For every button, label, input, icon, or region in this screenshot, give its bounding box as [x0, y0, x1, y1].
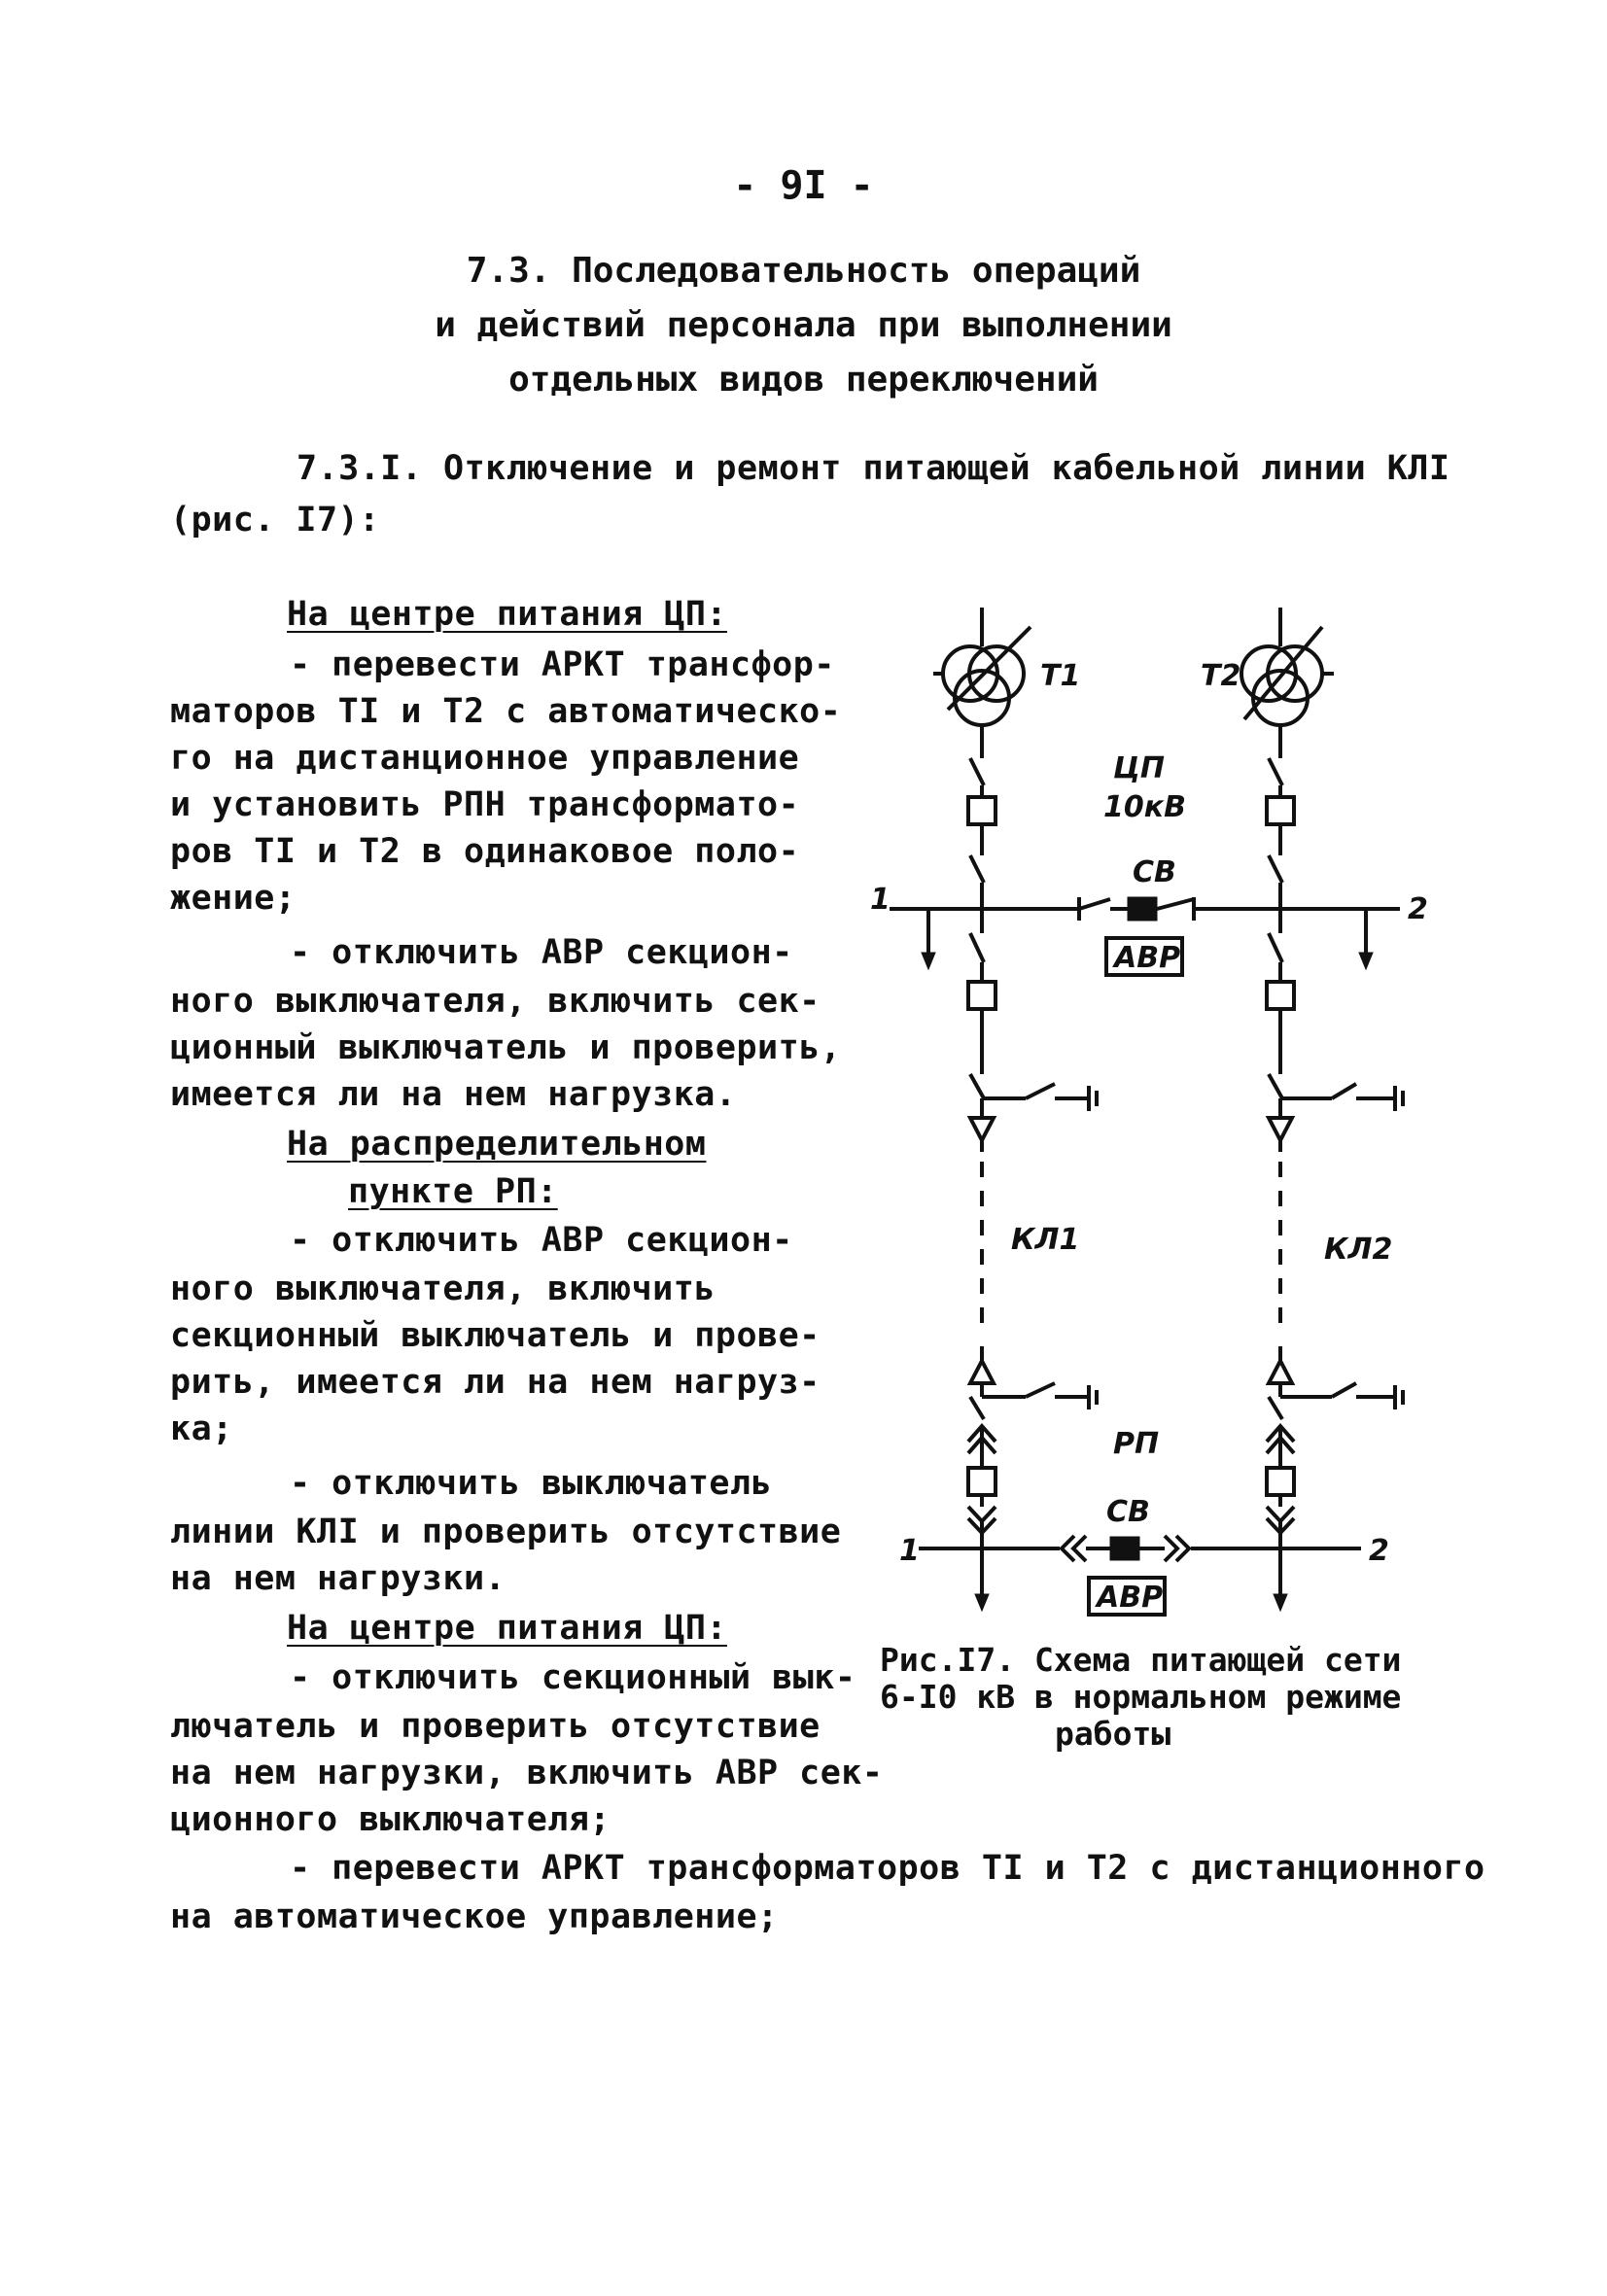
- section-heading-line-2: и действий персонала при выполнении: [435, 305, 1172, 345]
- label-sv-top: СВ: [1133, 855, 1176, 889]
- label-cp: ЦП: [1113, 751, 1165, 785]
- text-line: ного выключателя, включить: [170, 1270, 716, 1308]
- label-rp: РП: [1113, 1427, 1160, 1461]
- left-feeder-lower: [968, 909, 1097, 1152]
- figure-caption-line-2: 6-I0 кВ в нормальном режиме: [880, 1678, 1402, 1716]
- text-line: рить, имеется ли на нем нагруз-: [170, 1363, 821, 1402]
- text-line: маторов TI и T2 с автоматическо-: [170, 692, 842, 731]
- text-line: ционный выключатель и проверить,: [170, 1028, 842, 1067]
- subsection-title: 7.3.I. Отключение и ремонт питающей кабельной линии КЛI: [297, 449, 1450, 488]
- label-bus-right-top: 2: [1408, 892, 1428, 926]
- text-line: ного выключателя, включить сек-: [170, 982, 821, 1021]
- cp-heading-1: На центре питания ЦП:: [287, 595, 728, 634]
- rp-left-feeder: [968, 1346, 1097, 1611]
- subsection-title-ref: (рис. I7):: [170, 501, 380, 539]
- text-line: ка;: [170, 1409, 233, 1448]
- label-bus-left-bottom: 1: [899, 1534, 920, 1568]
- text-line: ционного выключателя;: [170, 1800, 611, 1839]
- label-avr-top: АВР: [1114, 941, 1181, 975]
- text-line: жение;: [170, 879, 297, 918]
- label-t1: T1: [1040, 659, 1081, 693]
- text-line: на нем нагрузки, включить АВР сек-: [170, 1754, 884, 1792]
- figure-caption-line-1: Рис.I7. Схема питающей сети: [880, 1641, 1402, 1679]
- label-kl1: КЛ1: [1011, 1223, 1080, 1257]
- text-line: го на дистанционное управление: [170, 739, 800, 778]
- label-bus-left-top: 1: [870, 883, 891, 917]
- right-feeder-upper: [1267, 744, 1294, 909]
- right-feeder-lower: [1267, 909, 1403, 1152]
- text-line: имеется ли на нем нагрузка.: [170, 1075, 737, 1114]
- text-line: ров TI и T2 в одинаковое поло-: [170, 832, 800, 871]
- sectional-breaker-top-icon: [1128, 897, 1157, 921]
- transformer-t1-icon: [933, 608, 1031, 744]
- text-line: и установить РПН трансформато-: [170, 785, 800, 824]
- text-line: секционный выключатель и прове-: [170, 1316, 821, 1355]
- text-line: - перевести АРКТ трансформаторов TI и T2 с дистанционного: [290, 1849, 1485, 1888]
- power-network-scheme: [856, 588, 1458, 1618]
- rp-heading-1: На распределительном: [287, 1125, 707, 1164]
- rp-heading-2: пункте РП:: [348, 1172, 558, 1211]
- section-heading-line-3: отдельных видов переключений: [508, 360, 1099, 400]
- cp-heading-2: На центре питания ЦП:: [287, 1609, 728, 1648]
- rp-right-feeder: [1267, 1346, 1403, 1611]
- sectional-breaker-bottom-icon: [1110, 1537, 1139, 1560]
- label-t2: T2: [1201, 659, 1241, 693]
- section-heading-line-1: 7.3. Последовательность операций: [466, 251, 1141, 291]
- page-number: - 9I -: [733, 163, 874, 208]
- text-line: - отключить секционный вык-: [290, 1658, 856, 1697]
- text-line: на автоматическое управление;: [170, 1897, 779, 1936]
- label-bus-right-bottom: 2: [1369, 1534, 1389, 1568]
- text-line: линии КЛI и проверить отсутствие: [170, 1513, 842, 1551]
- label-avr-bottom: АВР: [1097, 1581, 1164, 1615]
- text-line: на нем нагрузки.: [170, 1559, 507, 1598]
- text-line: - перевести АРКТ трансфор-: [290, 645, 835, 684]
- text-line: - отключить АВР секцион-: [290, 1221, 793, 1260]
- transformer-t2-icon: [1241, 608, 1334, 744]
- label-sv-bottom: СВ: [1106, 1495, 1150, 1529]
- text-line: лючатель и проверить отсутствие: [170, 1707, 821, 1746]
- left-feeder-upper: [968, 744, 996, 909]
- label-cp-voltage: 10кВ: [1103, 790, 1186, 824]
- label-kl2: КЛ2: [1324, 1233, 1393, 1267]
- text-line: - отключить АВР секцион-: [290, 933, 793, 972]
- figure-caption-line-3: работы: [1055, 1715, 1171, 1753]
- text-line: - отключить выключатель: [290, 1464, 773, 1503]
